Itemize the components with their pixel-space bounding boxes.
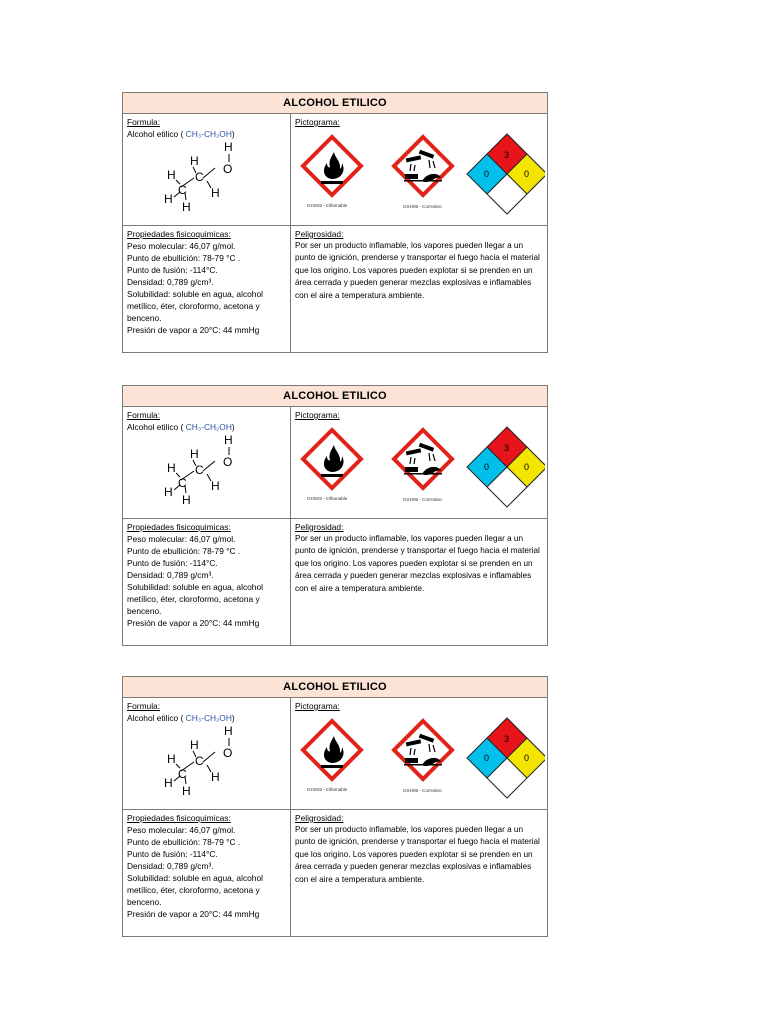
danger-text: Por ser un producto inflamable, los vapores pueden llegar a un punto de ignición, prenderse y transportar el fuego hacia el material que los origino. Los vapores pueden explotar si se prenden en un área cerrada y pueden generar mezclas explosivas e inflamables con el aire a temperatura ambiente. (295, 241, 540, 300)
prop-molecular-weight: Peso molecular: 46,07 g/mol. (127, 825, 236, 835)
nfpa-diamond (467, 427, 545, 507)
pictogram-heading: Pictograma: (295, 117, 340, 127)
danger-heading: Peligrosidad: (295, 229, 344, 239)
prop-solubility: Solubilidad: soluble en agua, alcohol metílico, éter, cloroformo, acetona y benceno. (127, 582, 263, 616)
prop-melting-point: Punto de fusión: -114°C. (127, 558, 218, 568)
prop-melting-point: Punto de fusión: -114°C. (127, 265, 218, 275)
nfpa-reactivity: 0 (524, 753, 530, 763)
svg-text:H: H (190, 154, 199, 168)
danger-heading: Peligrosidad: (295, 522, 344, 532)
nfpa-flammability: 3 (504, 443, 510, 453)
ethanol-structure-diagram (157, 136, 247, 218)
prop-density: Densidad: 0,789 g/cm³. (127, 570, 214, 580)
svg-text:H: H (211, 479, 220, 493)
nfpa-health: 0 (484, 462, 490, 472)
properties-heading: Propiedades fisicoquimicas: (127, 229, 231, 239)
pictogram-heading: Pictograma: (295, 410, 340, 420)
svg-text:C: C (195, 170, 204, 184)
ghs02-label: GHS02 - Inflamable (307, 496, 348, 501)
svg-text:H: H (211, 770, 220, 784)
properties-cell (123, 226, 291, 352)
prop-boiling-point: Punto de ebullición: 78-79 °C . (127, 837, 241, 847)
formula-heading: Formula: (127, 117, 161, 127)
svg-text:H: H (182, 784, 191, 798)
formula-line: Alcohol etilico ( CH₃-CH₂OH) (127, 713, 235, 723)
svg-text:O: O (223, 162, 233, 176)
svg-text:H: H (167, 752, 176, 766)
chemical-formula: CH₃-CH₂OH (185, 129, 232, 139)
svg-text:C: C (178, 767, 187, 781)
ethanol-structure-diagram (157, 720, 247, 802)
pictogram-cell (291, 407, 547, 518)
svg-text:H: H (182, 493, 191, 507)
card-title: ALCOHOL ETILICO (123, 677, 547, 698)
flame-icon (303, 430, 361, 488)
nfpa-reactivity: 0 (524, 169, 530, 179)
prop-vapor-pressure: Presión de vapor a 20°C: 44 mmHg (127, 909, 260, 919)
danger-cell (291, 519, 547, 645)
prop-density: Densidad: 0,789 g/cm³. (127, 277, 214, 287)
corrosive-icon (394, 430, 452, 488)
svg-text:H: H (211, 186, 220, 200)
prop-vapor-pressure: Presión de vapor a 20°C: 44 mmHg (127, 618, 260, 628)
flame-icon (303, 137, 361, 195)
card-title: ALCOHOL ETILICO (123, 93, 547, 114)
danger-cell (291, 810, 547, 936)
formula-line: Alcohol etilico ( CH₃-CH₂OH) (127, 422, 235, 432)
svg-text:H: H (224, 724, 233, 738)
svg-text:H: H (190, 447, 199, 461)
prop-boiling-point: Punto de ebullición: 78-79 °C . (127, 253, 241, 263)
svg-text:O: O (223, 455, 233, 469)
svg-text:H: H (167, 168, 176, 182)
ghs05-label: GSH05 - Corrosivo (403, 204, 442, 209)
svg-text:H: H (190, 738, 199, 752)
corrosive-icon (394, 721, 452, 779)
prop-density: Densidad: 0,789 g/cm³. (127, 861, 214, 871)
svg-text:H: H (224, 433, 233, 447)
nfpa-health: 0 (484, 169, 490, 179)
svg-text:C: C (195, 754, 204, 768)
danger-text: Por ser un producto inflamable, los vapores pueden llegar a un punto de ignición, prenderse y transportar el fuego hacia el material que los origino. Los vapores pueden explotar si se prenden en un área cerrada y pueden generar mezclas explosivas e inflamables con el aire a temperatura ambiente. (295, 534, 540, 593)
formula-cell (123, 114, 291, 225)
danger-cell (291, 226, 547, 352)
prop-molecular-weight: Peso molecular: 46,07 g/mol. (127, 241, 236, 251)
pictogram-heading: Pictograma: (295, 701, 340, 711)
formula-cell (123, 698, 291, 809)
prop-vapor-pressure: Presión de vapor a 20°C: 44 mmHg (127, 325, 260, 335)
chemical-formula: CH₃-CH₂OH (185, 422, 232, 432)
nfpa-reactivity: 0 (524, 462, 530, 472)
pictogram-cell (291, 114, 547, 225)
ghs05-label: GSH05 - Corrosivo (403, 497, 442, 502)
properties-heading: Propiedades fisicoquimicas: (127, 813, 231, 823)
nfpa-diamond (467, 718, 545, 798)
properties-heading: Propiedades fisicoquimicas: (127, 522, 231, 532)
danger-text: Por ser un producto inflamable, los vapores pueden llegar a un punto de ignición, prenderse y transportar el fuego hacia el material que los origino. Los vapores pueden explotar si se prenden en un área cerrada y pueden generar mezclas explosivas e inflamables con el aire a temperatura ambiente. (295, 825, 540, 884)
svg-text:H: H (224, 140, 233, 154)
data-card-3 (122, 676, 548, 937)
danger-heading: Peligrosidad: (295, 813, 344, 823)
svg-text:H: H (164, 192, 173, 206)
formula-cell (123, 407, 291, 518)
prop-boiling-point: Punto de ebullición: 78-79 °C . (127, 546, 241, 556)
pictogram-cell (291, 698, 547, 809)
prop-solubility: Solubilidad: soluble en agua, alcohol metílico, éter, cloroformo, acetona y benceno. (127, 873, 263, 907)
prop-molecular-weight: Peso molecular: 46,07 g/mol. (127, 534, 236, 544)
prop-solubility: Solubilidad: soluble en agua, alcohol metílico, éter, cloroformo, acetona y benceno. (127, 289, 263, 323)
ethanol-structure-diagram (157, 429, 247, 511)
svg-text:H: H (182, 200, 191, 214)
svg-text:O: O (223, 746, 233, 760)
card-title: ALCOHOL ETILICO (123, 386, 547, 407)
properties-cell (123, 810, 291, 936)
properties-cell (123, 519, 291, 645)
ghs05-label: GSH05 - Corrosivo (403, 788, 442, 793)
formula-heading: Formula: (127, 410, 161, 420)
flame-icon (303, 721, 361, 779)
data-card-1 (122, 92, 548, 353)
nfpa-health: 0 (484, 753, 490, 763)
prop-melting-point: Punto de fusión: -114°C. (127, 849, 218, 859)
svg-text:H: H (164, 776, 173, 790)
formula-line: Alcohol etilico ( CH₃-CH₂OH) (127, 129, 235, 139)
ghs02-label: GHS02 - Inflamable (307, 203, 348, 208)
nfpa-flammability: 3 (504, 734, 510, 744)
svg-text:C: C (195, 463, 204, 477)
ghs02-label: GHS02 - Inflamable (307, 787, 348, 792)
data-card-2 (122, 385, 548, 646)
formula-heading: Formula: (127, 701, 161, 711)
svg-text:C: C (178, 476, 187, 490)
chemical-formula: CH₃-CH₂OH (185, 713, 232, 723)
svg-text:H: H (167, 461, 176, 475)
nfpa-flammability: 3 (504, 150, 510, 160)
nfpa-diamond (467, 134, 545, 214)
corrosive-icon (394, 137, 452, 195)
svg-text:H: H (164, 485, 173, 499)
svg-text:C: C (178, 183, 187, 197)
